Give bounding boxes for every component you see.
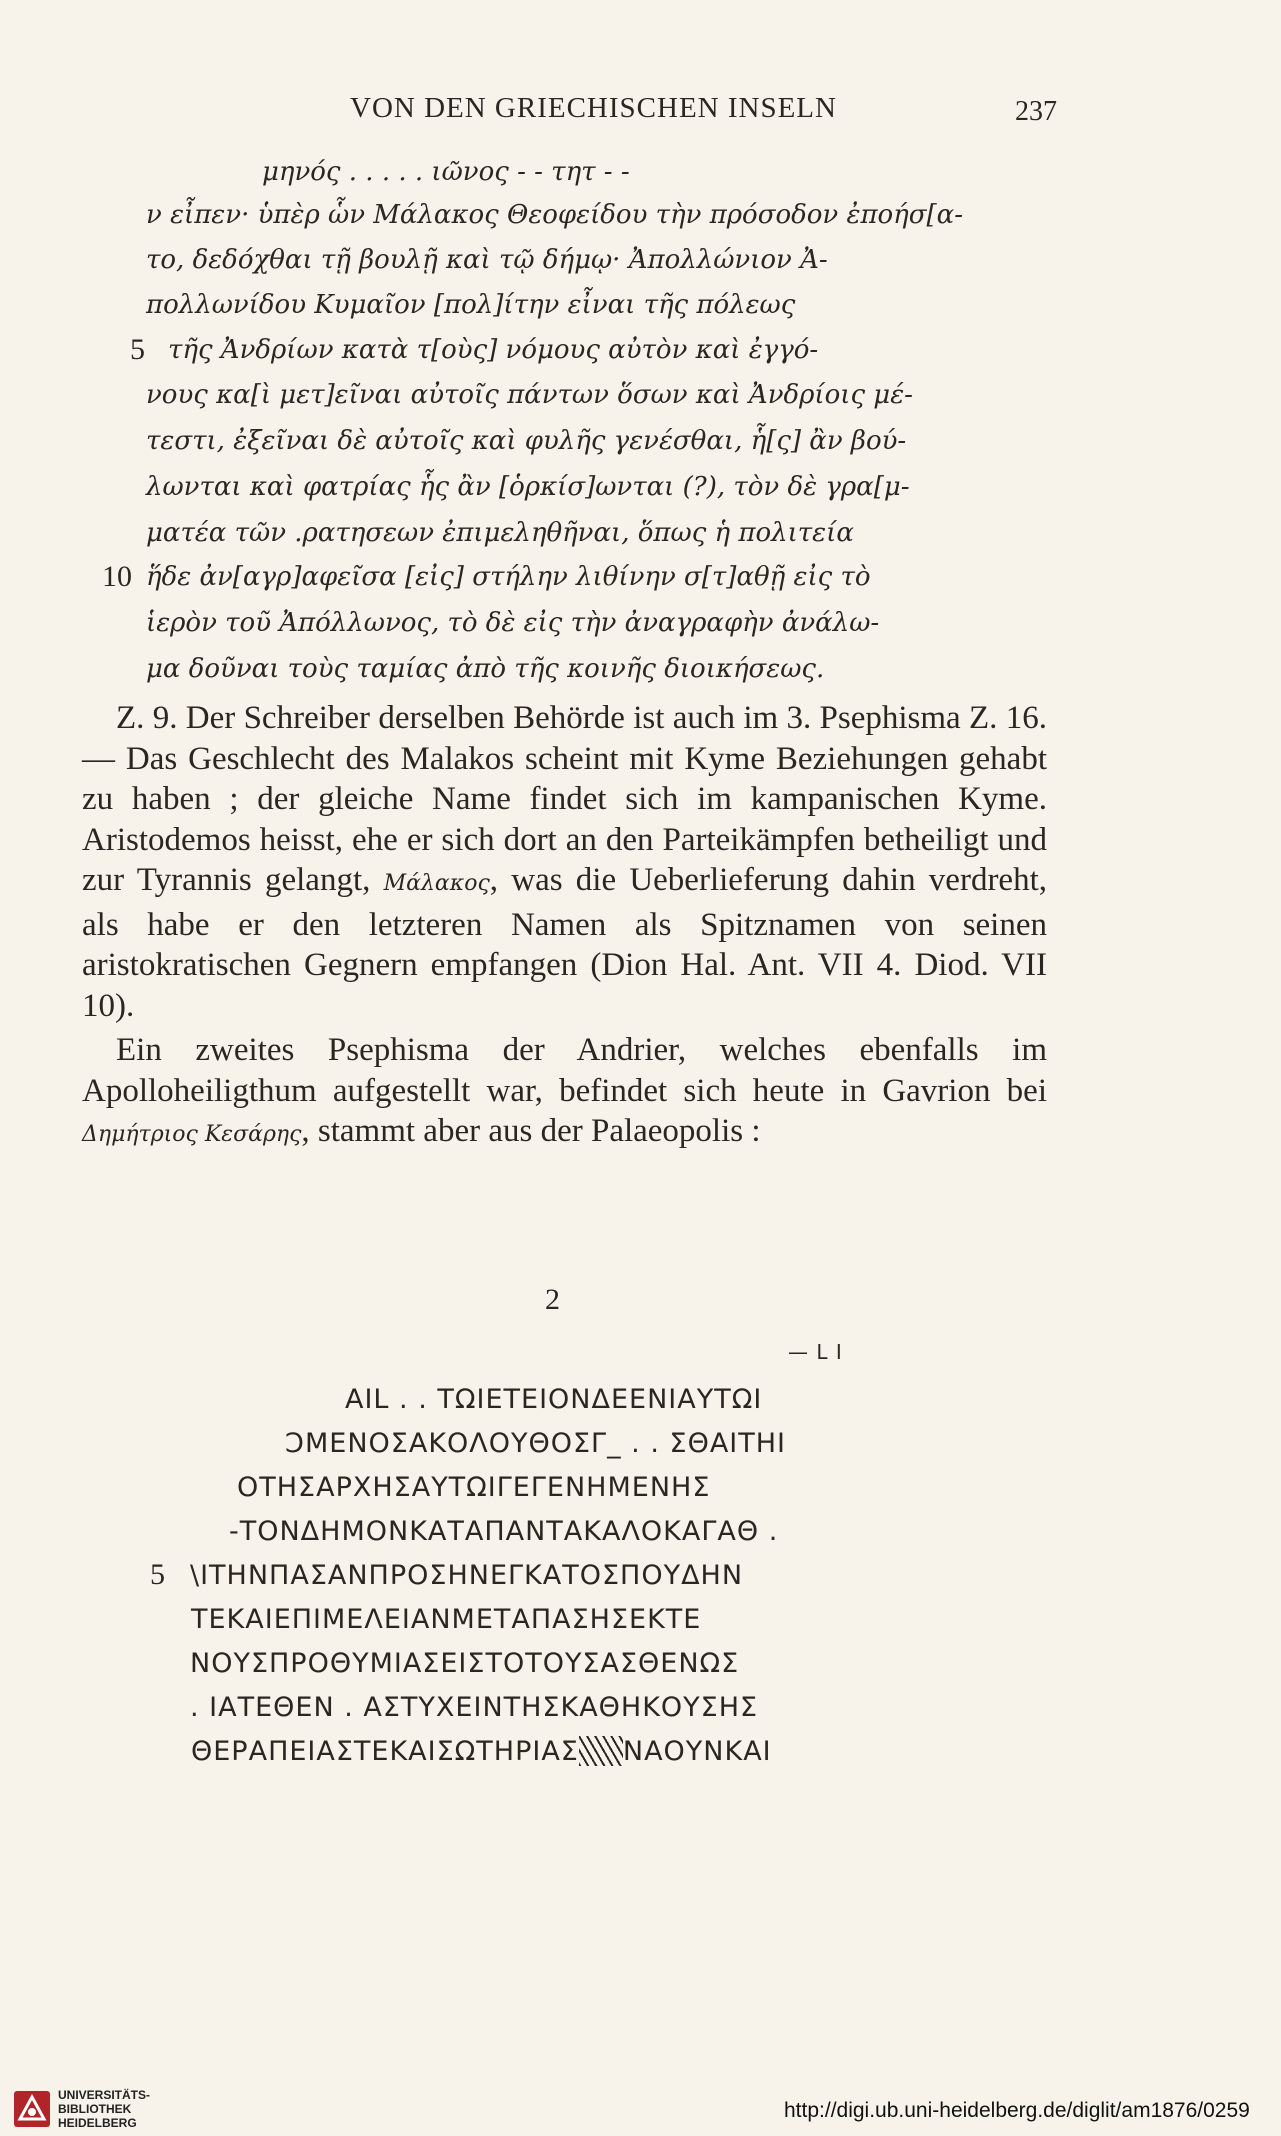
greek-line: τῆς Ἀνδρίων κατὰ τ[οὺς] νόμους αὐτὸν καὶ ἐγγό- [168,335,819,365]
greek-line: μηνός . . . . . ιῶνος - - τητ - - [262,157,630,187]
inscription-line-9: ΘΕΡΑΠΕΙΑΣΤΕΚΑΙΣΩΤΗΡΙΑΣ ΝΑΟΥΝΚΑΙ [191,1736,772,1767]
commentary-text [82,698,1047,1156]
lacuna-hatch [579,1736,623,1766]
inscription-line: . ΙΑΤΕΘΕΝ . ΑΣΤΥΧΕΙΝΤΗΣΚΑΘΗΚΟΥΣΗΣ [190,1692,759,1723]
running-title: VON DEN GRIECHISCHEN INSELN [350,92,837,124]
inline-greek-name: Δημήτριος Κεσάρης [82,1122,302,1147]
greek-line: λωνται καὶ φατρίας ἧς ἂν [ὁρκίσ]ωνται (?), τὸν δὲ γρα[μ- [146,472,910,502]
inscription-line: ϽΜΕΝΟΣΑΚΟΛΟΥΘΟΣΓ_ . . ΣΘΑΙΤΗΙ [285,1428,787,1459]
inscription-line: -ΤΟΝΔΗΜΟΝΚΑΤΑΠΑΝΤΑΚΑΛΟΚΑΓΑΘ . [229,1516,779,1547]
source-url-link[interactable]: http://digi.ub.uni-heidelberg.de/diglit/am1876/0259 [784,2099,1250,2122]
greek-line: ματέα τῶν .ρατησεων ἐπιμεληθῆναι, ὅπως ἡ πολιτεία [146,518,854,548]
greek-line: πολλωνίδου Κυμαῖον [πολ]ίτην εἶναι τῆς πόλεως [146,290,796,320]
inscription-line: ΤΕΚΑΙΕΠΙΜΕΛΕΙΑΝΜΕΤΑΠΑΣΗΣΕΚΤΕ [191,1604,702,1635]
line-number: 5 [150,1558,166,1591]
inscription-line: AIL . . ΤΩΙΕΤΕΙΟΝΔΕΕΝΙΑΥΤΩΙ [345,1384,763,1415]
commentary-paragraph: Z. 9. Der Schreiber derselben Behörde ist auch im 3. Psephisma Z. 16. — Das Geschlecht des Malakos scheint mit Kyme Beziehungen gehabt zu haben ; der gleiche Name findet sich im kampanischen Kyme. Aristodemos heisst, ehe er sich dort an den Parteikämpfen betheiligt und zur Tyrannis gelangt, Μάλακος, was die Ueberlieferung dahin verdreht, als habe er den letzteren Namen als Spitznamen von seinen aristokratischen Gegnern empfangen (Dion Hal. Ant. VII 4. Diod. VII 10). [82,700,1048,1024]
commentary-paragraph: Ein zweites Psephisma der Andrier, welches ebenfalls im Apolloheiligthum aufgestellt war, befindet sich heute in Gavrion bei Δημήτριος Κεσάρης, stammt aber aus der Palaeopolis : [82,1032,1047,1149]
inscription-number: 2 [545,1283,560,1316]
line-number: 5 [130,333,145,366]
greek-line: νους κα[ὶ μετ]εῖναι αὐτοῖς πάντων ὅσων καὶ Ἀνδρίοις μέ- [146,380,913,410]
library-seal-icon [14,2091,50,2127]
inscription-line: \ΙΤΗΝΠΑΣΑΝΠΡΟΣΗΝΕΓΚΑΤΟΣΠΟΥΔΗΝ [190,1560,744,1591]
inscription-line: ΝΟΥΣΠΡΟΘΥΜΙΑΣΕΙΣΤΟΤΟΥΣΑΣΘΕΝΩΣ [190,1648,740,1679]
greek-line: τεστι, ἐξεῖναι δὲ αὐτοῖς καὶ φυλῆς γενέσθαι, ἧ[ς] ἂν βού- [146,426,907,456]
page-number: 237 [1015,96,1057,127]
line-number: 10 [102,560,132,593]
library-name: UNIVERSITÄTS- BIBLIOTHEK HEIDELBERG [58,2088,151,2130]
greek-line: ἥδε ἀν[αγρ]αφεῖσα [εἰς] στήλην λιθίνην σ[τ]αθῇ εἰς τὸ [146,562,871,592]
library-logo [14,2088,150,2130]
inline-greek-name: Μάλακος [383,871,490,896]
inscription-line: ΟΤΗΣΑΡΧΗΣΑΥΤΩΙΓΕΓΕΝΗΜΕΝΗΣ [237,1472,711,1503]
inscription-fragment: — L I [788,1340,843,1364]
greek-line: ἱερὸν τοῦ Ἀπόλλωνος, τὸ δὲ εἰς τὴν ἀναγραφὴν ἀνάλω- [146,608,880,638]
greek-line: μα δοῦναι τοὺς ταμίας ἀπὸ τῆς κοινῆς διοικήσεως. [146,654,825,684]
greek-line: το, δεδόχθαι τῇ βουλῇ καὶ τῷ δήμῳ· Ἀπολλώνιον Ἀ- [146,245,828,275]
greek-line: ν εἶπεν· ὑπὲρ ὧν Μάλακος Θεοφείδου τὴν πρόσοδον ἐποήσ[α- [146,200,963,230]
